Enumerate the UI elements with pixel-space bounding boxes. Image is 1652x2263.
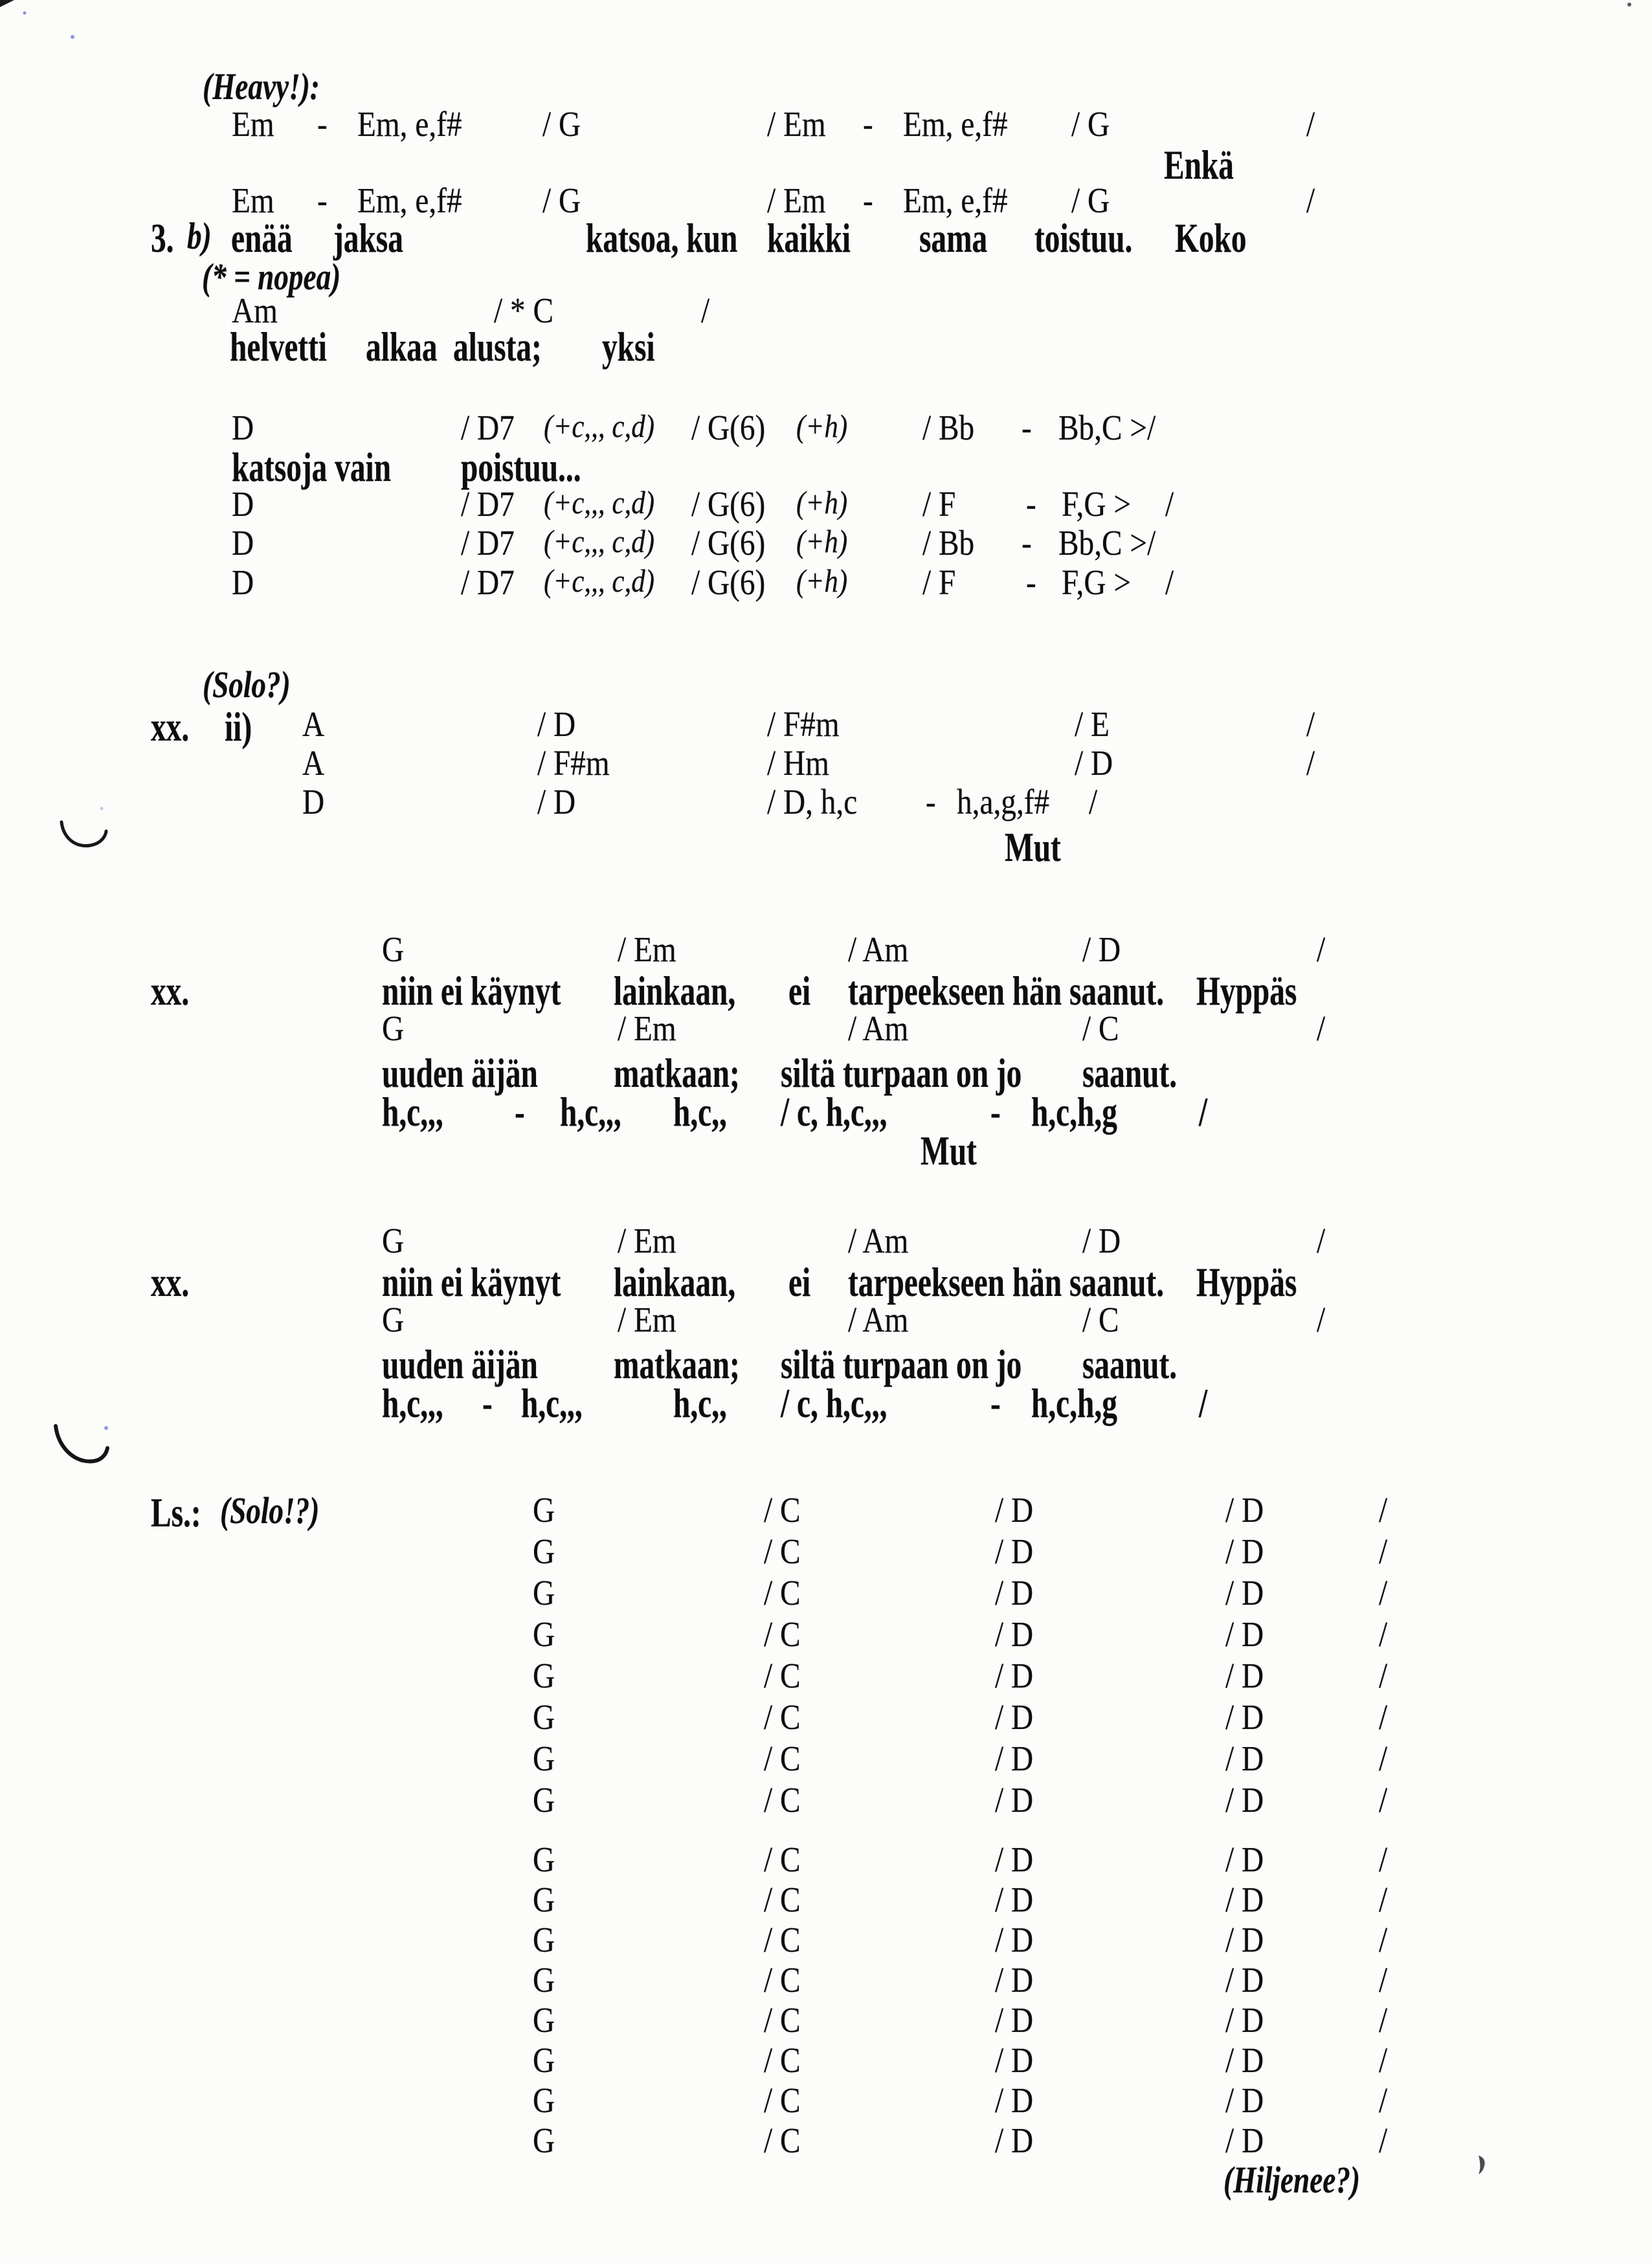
chord-token: / C	[764, 1697, 801, 1737]
chord-token: / D	[1225, 1614, 1264, 1654]
lyric-token: ii)	[225, 704, 252, 750]
chord-token: / C	[764, 1614, 801, 1654]
chord-token: / D	[995, 2040, 1034, 2080]
chord-token: Em, e,f#	[903, 181, 1008, 220]
chord-token: /	[1165, 563, 1174, 602]
chord-token: /	[1379, 1656, 1388, 1695]
chord-token: / D	[1225, 1960, 1264, 2000]
chord-token: / Bb	[922, 408, 975, 447]
chord-token: /	[1379, 2121, 1388, 2160]
chord-token: / C	[764, 1573, 801, 1612]
lyric-token: tarpeekseen hän saanut.	[848, 968, 1165, 1014]
chord-token: /	[701, 291, 710, 330]
lyric-token: h,c,,,	[560, 1089, 621, 1135]
lyrics-line	[0, 326, 1652, 377]
lyric-token: tarpeekseen hän saanut.	[848, 1259, 1165, 1305]
chord-token: / D	[1225, 2080, 1264, 2120]
lyric-token: saanut.	[1082, 1341, 1178, 1387]
chord-token: / G	[1071, 104, 1110, 144]
chord-token: / D	[995, 1739, 1034, 1778]
chord-token: / D	[1225, 1920, 1264, 1959]
chord-token: / C	[764, 1490, 801, 1530]
chord-token: -	[1026, 484, 1036, 524]
chord-token: /	[1379, 1532, 1388, 1571]
chord-token: / C	[764, 1656, 801, 1695]
ink-speck	[1627, 3, 1631, 6]
chord-token: /	[1379, 1614, 1388, 1654]
chord-token: /	[1379, 1739, 1388, 1778]
lyric-token: kaikki	[767, 215, 851, 261]
chord-qualifier-token: (+h)	[796, 484, 848, 520]
chord-token: Em, e,f#	[903, 104, 1008, 144]
lyric-token: -	[482, 1380, 493, 1426]
chord-token: / Bb	[922, 523, 975, 563]
chord-token: / D	[995, 1960, 1034, 2000]
chord-qualifier-token: (+c,,, c,d)	[544, 484, 655, 520]
lyric-token: uuden äijän	[382, 1341, 538, 1387]
chord-qualifier-token: (+c,,, c,d)	[544, 408, 655, 444]
lyric-token: / c, h,c,,,	[781, 1380, 887, 1426]
chord-token: / D	[1225, 1656, 1264, 1695]
lyric-token: niin ei käynyt	[382, 1259, 561, 1305]
chord-token: / G(6)	[691, 484, 766, 524]
chord-token: / D, h,c	[767, 782, 858, 821]
annotation-token: (Heavy!):	[203, 65, 320, 107]
lyric-token: h,c,,,	[382, 1380, 443, 1426]
chord-token: -	[317, 104, 328, 144]
lyric-token: Mut	[1005, 824, 1061, 870]
chord-token: D	[232, 523, 254, 563]
chord-token: /	[1306, 704, 1315, 744]
chord-token: G	[533, 1697, 555, 1737]
chord-token: /	[1317, 1009, 1326, 1048]
chord-token: /	[1379, 2080, 1388, 2120]
ink-speck	[23, 12, 27, 15]
chord-token: / D7	[461, 563, 515, 602]
chord-token: / D7	[461, 408, 515, 447]
chord-token: G	[533, 1573, 555, 1612]
lyric-token: h,c,,	[673, 1380, 727, 1426]
chord-token: / C	[764, 1960, 801, 2000]
chord-token: D	[232, 484, 254, 524]
chord-token: / D	[995, 1880, 1034, 1919]
lyric-token: xx.	[151, 1259, 190, 1305]
chord-token: / D	[995, 1780, 1034, 1820]
chord-token: / E	[1075, 704, 1110, 744]
chord-token: / Em	[767, 181, 826, 220]
chord-token: G	[533, 1920, 555, 1959]
chord-token: / C	[764, 1739, 801, 1778]
lyric-token: matkaan;	[614, 1050, 740, 1096]
chord-token: F,G >	[1062, 484, 1132, 524]
chord-token: G	[533, 1960, 555, 2000]
chord-token: / C	[764, 1920, 801, 1959]
chord-token: / D	[995, 1532, 1034, 1571]
chord-token: / D	[995, 2080, 1034, 2120]
chord-token: / Am	[848, 930, 909, 969]
chord-token: / G(6)	[691, 563, 766, 602]
chord-token: / D	[1225, 2000, 1264, 2040]
chord-token: -	[1021, 408, 1032, 447]
lyric-token: 3.	[151, 215, 174, 261]
chord-token: /	[1317, 1300, 1326, 1339]
lyric-token: Hyppäs	[1196, 1259, 1297, 1305]
chord-token: / D7	[461, 523, 515, 563]
chord-token: / Em	[618, 930, 676, 969]
chord-token: / D	[1082, 930, 1121, 969]
lyric-token: Ls.:	[151, 1489, 201, 1535]
chord-token: / C	[764, 2000, 801, 2040]
chord-token: h,a,g,f#	[957, 782, 1050, 821]
chord-token: G	[533, 1532, 555, 1571]
chord-token: / D	[995, 1920, 1034, 1959]
chord-token: Bb,C >/	[1058, 523, 1156, 563]
lyric-token: alkaa	[366, 324, 438, 370]
chord-token: /	[1379, 1880, 1388, 1919]
lyric-token: lainkaan,	[614, 968, 736, 1014]
chord-token: / G	[542, 104, 581, 144]
chord-token: / D	[1075, 743, 1113, 783]
lyric-token: Koko	[1175, 215, 1247, 261]
chord-token: / D	[995, 1697, 1034, 1737]
chord-token: /	[1306, 181, 1315, 220]
chord-token: / D	[995, 1490, 1034, 1530]
chord-token: /	[1379, 1920, 1388, 1959]
chord-token: / G(6)	[691, 408, 766, 447]
lyric-token: h,c,h,g	[1031, 1089, 1117, 1135]
chord-token: / C	[764, 2040, 801, 2080]
chord-token: -	[863, 104, 873, 144]
chord-token: -	[1026, 563, 1036, 602]
chord-token: /	[1165, 484, 1174, 524]
chord-qualifier-token: (+h)	[796, 523, 848, 559]
chord-token: / Em	[618, 1009, 676, 1048]
chord-token: /	[1089, 782, 1098, 821]
chord-token: / F#m	[767, 704, 840, 744]
corner-nick-artifact	[0, 0, 14, 7]
chord-token: / F	[922, 484, 956, 524]
chord-qualifier-token: (+c,,, c,d)	[544, 563, 655, 599]
chord-token: / D	[995, 1573, 1034, 1612]
lyric-token: lainkaan,	[614, 1259, 736, 1305]
chord-token: / D	[537, 782, 576, 821]
chord-token: / D7	[461, 484, 515, 524]
chord-token: / Em	[767, 104, 826, 144]
lyric-token: h,c,,,	[382, 1089, 443, 1135]
lyric-token: siltä turpaan on jo	[781, 1341, 1022, 1387]
chord-token: / D	[1225, 1532, 1264, 1571]
lyric-token: /	[1199, 1089, 1208, 1135]
chord-token: /	[1379, 2040, 1388, 2080]
chord-token: / D	[1225, 1490, 1264, 1530]
chord-token: / F	[922, 563, 956, 602]
lyric-token: h,c,,,	[521, 1380, 583, 1426]
lyric-token: Mut	[921, 1128, 977, 1174]
lyric-token: toistuu.	[1034, 215, 1133, 261]
chord-token: G	[382, 1009, 405, 1048]
chord-token: / D	[537, 704, 576, 744]
chord-token: /	[1379, 1490, 1388, 1530]
chord-token: / D	[995, 1614, 1034, 1654]
chord-token: Em, e,f#	[357, 181, 462, 220]
chord-token: -	[926, 782, 936, 821]
chords-line	[0, 564, 1652, 615]
lyric-token: matkaan;	[614, 1341, 740, 1387]
chord-token: G	[382, 1300, 405, 1339]
chord-token: / D	[995, 1656, 1034, 1695]
chord-token: /	[1379, 1840, 1388, 1879]
lyric-token: ei	[788, 1259, 811, 1305]
chord-token: / C	[764, 1780, 801, 1820]
chord-token: / D	[1225, 1573, 1264, 1612]
chord-token: / Am	[848, 1009, 909, 1048]
annotation-token: (Solo!?)	[220, 1489, 320, 1532]
lyric-token: Hyppäs	[1196, 968, 1297, 1014]
chord-token: / D	[995, 2000, 1034, 2040]
annotation-line	[0, 2161, 1652, 2212]
chord-token: / Am	[848, 1221, 909, 1260]
chord-token: G	[533, 1780, 555, 1820]
lyric-token: /	[1199, 1380, 1208, 1426]
chord-token: Em	[232, 181, 274, 220]
chord-token: G	[533, 1840, 555, 1879]
chord-token: /	[1306, 104, 1315, 144]
chord-token: / D	[995, 1840, 1034, 1879]
chord-token: / F#m	[537, 743, 610, 783]
chord-token: / D	[995, 2121, 1034, 2160]
chord-token: /	[1379, 1780, 1388, 1820]
chord-token: A	[302, 743, 325, 783]
lyric-token: Enkä	[1164, 142, 1234, 188]
chord-token: /	[1379, 1573, 1388, 1612]
chord-qualifier-token: (+h)	[796, 563, 848, 599]
annotation-token: b)	[187, 215, 212, 257]
lyric-token: / c, h,c,,,	[781, 1089, 887, 1135]
chord-token: -	[1021, 523, 1032, 563]
chord-token: / D	[1225, 2121, 1264, 2160]
chord-token: G	[533, 1739, 555, 1778]
chord-token: G	[533, 2000, 555, 2040]
lyric-token: alusta;	[453, 324, 542, 370]
chord-token: / Em	[618, 1221, 676, 1260]
chord-token: Bb,C >/	[1058, 408, 1156, 447]
chord-token: -	[317, 181, 328, 220]
lyric-token: katsoja vain	[232, 444, 392, 490]
chord-token: / Em	[618, 1300, 676, 1339]
chord-token: / C	[1082, 1300, 1119, 1339]
lyric-token: yksi	[602, 324, 655, 370]
chords-line	[0, 1782, 1652, 1833]
chord-token: / D	[1225, 1840, 1264, 1879]
lyric-token: -	[515, 1089, 525, 1135]
chord-qualifier-token: (+c,,, c,d)	[544, 523, 655, 559]
chord-token: / D	[1225, 1880, 1264, 1919]
lyric-token: enää	[231, 215, 293, 261]
chord-token: F,G >	[1062, 563, 1132, 602]
chord-token: G	[533, 2121, 555, 2160]
chord-token: / C	[1082, 1009, 1119, 1048]
chord-token: G	[533, 1656, 555, 1695]
lyric-token: jaksa	[333, 215, 403, 261]
lyric-token: h,c,h,g	[1031, 1380, 1117, 1426]
chord-token: G	[533, 2080, 555, 2120]
lyric-token: niin ei käynyt	[382, 968, 561, 1014]
chord-token: A	[302, 704, 325, 744]
chord-token: -	[863, 181, 873, 220]
chord-token: / D	[1225, 1739, 1264, 1778]
chord-token: / C	[764, 2080, 801, 2120]
chord-token: G	[533, 1490, 555, 1530]
lyric-token: h,c,,	[673, 1089, 727, 1135]
chord-token: D	[302, 782, 325, 821]
chord-token: / C	[764, 2121, 801, 2160]
chord-token: Em, e,f#	[357, 104, 462, 144]
chord-token: /	[1317, 930, 1326, 969]
lyric-token: poistuu...	[461, 444, 581, 490]
chord-token: Am	[232, 291, 278, 330]
chord-token: /	[1317, 1221, 1326, 1260]
lyric-token: uuden äijän	[382, 1050, 538, 1096]
chord-token: /	[1379, 2000, 1388, 2040]
chord-token: G	[382, 1221, 405, 1260]
chord-token: /	[1379, 1697, 1388, 1737]
chord-token: / Hm	[767, 743, 829, 783]
annotation-token: (* = nopea)	[202, 256, 341, 298]
chord-token: / Am	[848, 1300, 909, 1339]
lyric-token: -	[990, 1089, 1001, 1135]
chord-token: /	[1379, 1960, 1388, 2000]
chord-token: /	[1306, 743, 1315, 783]
chord-token: / D	[1225, 1697, 1264, 1737]
chord-token: G	[533, 1880, 555, 1919]
chord-token: / G	[1071, 181, 1110, 220]
lyric-token: xx.	[151, 968, 190, 1014]
lyrics-line	[0, 1130, 1652, 1181]
chord-token: / D	[1225, 2040, 1264, 2080]
ink-speck	[71, 35, 74, 39]
lyrics-line	[0, 824, 1652, 877]
chord-token: Em	[232, 104, 274, 144]
annotation-token: (Hiljenee?)	[1223, 2159, 1361, 2201]
chord-token: D	[232, 563, 254, 602]
lyric-token: sama	[919, 215, 988, 261]
chord-qualifier-token: (+h)	[796, 408, 848, 444]
chord-token: / C	[764, 1880, 801, 1919]
lyric-token: siltä turpaan on jo	[781, 1050, 1022, 1096]
chord-token: G	[382, 930, 405, 969]
chord-token: / G	[542, 181, 581, 220]
notes-line	[0, 1380, 1652, 1433]
chord-token: / C	[764, 1532, 801, 1571]
lyric-token: -	[990, 1380, 1001, 1426]
chord-token: / * C	[494, 291, 553, 330]
chord-token: D	[232, 408, 254, 447]
chord-token: / C	[764, 1840, 801, 1879]
lyric-token: ei	[788, 968, 811, 1014]
chord-token: G	[533, 2040, 555, 2080]
chord-token: / G(6)	[691, 523, 766, 563]
lyric-token: katsoa, kun	[586, 215, 738, 261]
lyric-token: xx.	[151, 704, 190, 750]
lyric-token: helvetti	[230, 324, 327, 370]
chord-token: G	[533, 1614, 555, 1654]
chord-token: / D	[1082, 1221, 1121, 1260]
chord-token: / D	[1225, 1780, 1264, 1820]
annotation-token: (Solo?)	[203, 663, 291, 706]
lyric-token: saanut.	[1082, 1050, 1178, 1096]
